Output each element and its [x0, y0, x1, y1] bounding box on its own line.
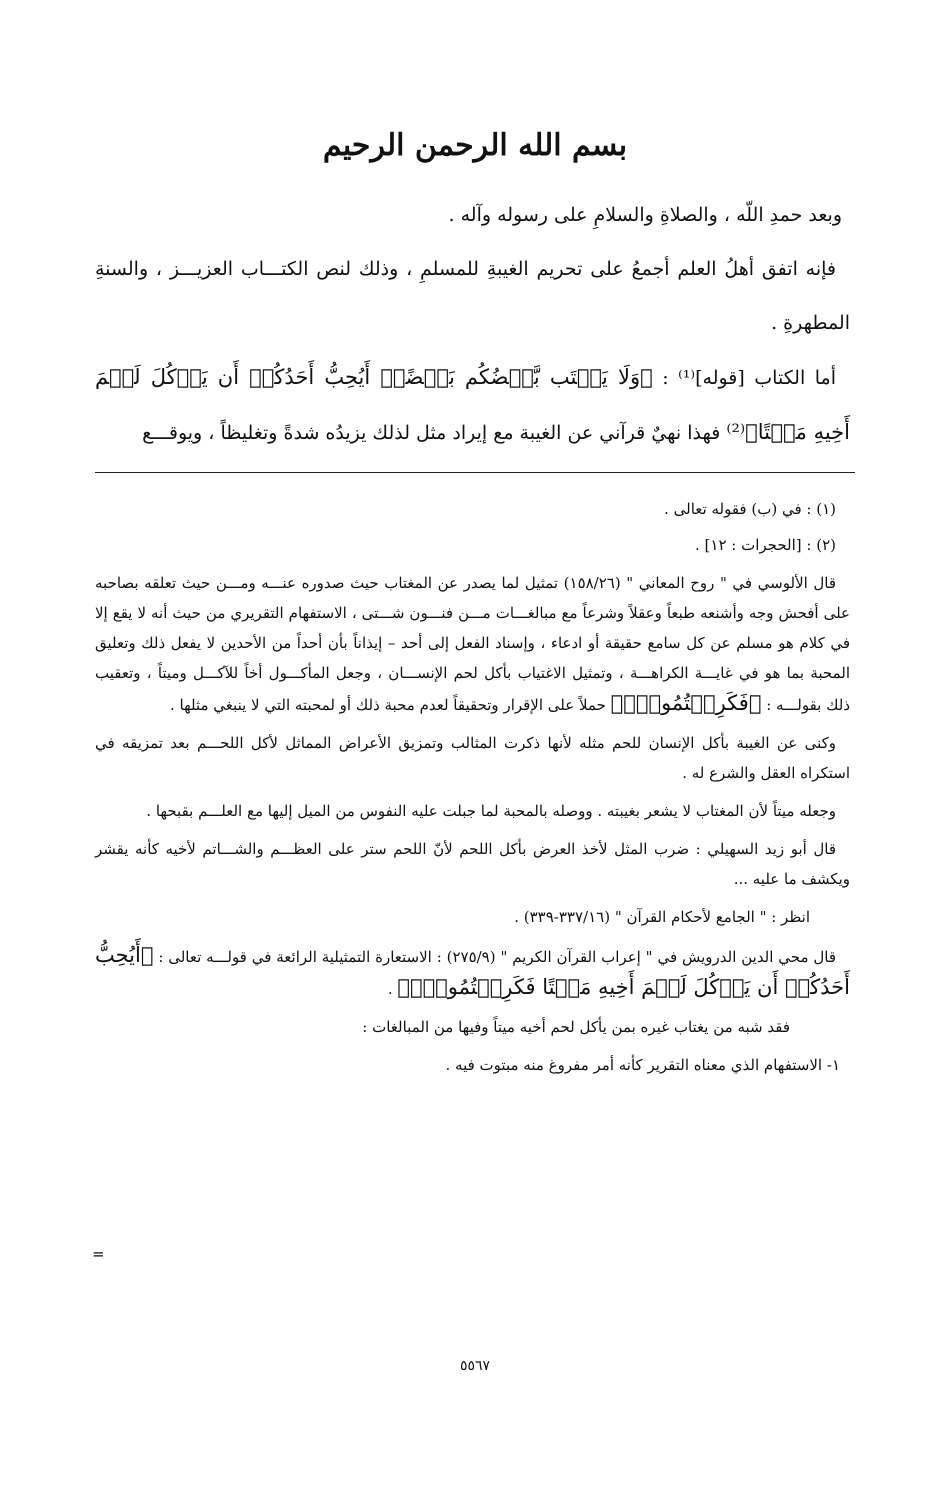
paragraph-consensus: فإنه اتفق أهلُ العلم أجمعُ على تحريم الغيبةِ للمسلمِ ، وذلك لنص الكتـــاب العزيـــز ، والسنةِ المطهرةِ . [95, 258, 850, 334]
paragraph-intro: وبعد حمدِ اللّه ، والصلاةِ والسلامِ على رسوله وآله . [448, 204, 842, 226]
note-list-item-1: ١- الاستفهام الذي معناه التقرير كأنه أمر مفروغ منه مبتوت فيه . [445, 1056, 840, 1074]
footnote-2: (٢) : [الحجرات : ١٢] . [695, 536, 836, 554]
paragraph-quran-rest: فهذا نهيٌ قرآني عن الغيبة مع إيراد مثل لذلك يزيدُه شدةً وتغليظاً ، ويوقـــع [142, 422, 727, 444]
page-title: بسم الله الرحمن الرحيم [322, 128, 628, 163]
note-alousi-end: حملاً على الإقرار وتحقيقاً لعدم محبة ذلك أو لمحبته التي لا ينبغي مثلها . [169, 696, 611, 714]
footnotes [95, 494, 850, 1080]
continuation-mark: = [92, 1245, 105, 1263]
note-reference: انظر : " الجامع لأحكام القرآن " (٣٣٧/١٦-٣٣٩) . [514, 908, 810, 926]
note-mubalaghat: فقد شبه من يغتاب غيره بمن يأكل لحم أخيه ميتاً وفيها من المبالغات : [362, 1018, 790, 1036]
note-alousi-verse: ﴿فَكَرِهۡتُمُوهُۚ﴾ [610, 691, 762, 715]
note-darwish [95, 940, 850, 1004]
note-darwish-verse: ﴿أَيُحِبُّ أَحَدُكُمۡ أَن يَأۡكُلَ لَحۡمَ أَخِيهِ مَيۡتًا فَكَرِهۡتُمُوهُۚ﴾ [95, 943, 850, 999]
quran-verse: ﴿وَلَا يَغۡتَب بَّعۡضُكُم بَعۡضًاۚ أَيُحِبُّ أَحَدُكُمۡ أَن يَأۡكُلَ لَحۡمَ أَخِيهِ مَيۡتًا﴾⁽²⁾ [95, 365, 850, 444]
paragraph-quran-intro: أما الكتاب [قوله]⁽¹⁾ : [652, 367, 836, 389]
note-darwish-end: . [387, 980, 398, 998]
page-number: ٥٥٦٧ [459, 1358, 491, 1374]
note-kinaya: وكنى عن الغيبة بأكل الإنسان للحم مثله لأنها ذكرت المثالب وتمزيق الأعراض المماثل لأكل اللحـــم بعد تمزيقه في استكراه العقل والشرع له . [95, 734, 850, 782]
main-text [95, 188, 850, 460]
note-alousi-text: قال الألوسي في " روح المعاني " (١٥٨/٢٦) تمثيل لما يصدر عن المغتاب حيث صدوره عنـــه ومـــن حيث تعلقه بصاحبه على أفحش وجه وأشنعه طبعاً وعقلاً وشرعاً مع مبالغـــات مـــن فنـــون شـــتى ، الاستفهام التقريري من حيث أنه لا يقع إلا في كلام هو مسلم عن كل سامع حقيقة أو ادعاء ، وإسناد الفعل إلى أحد – إيذاناً بأن أحداً من الأحدين لا يفعل ذلك وتعليق المحبة بما هو في غايـــة الكراهـــة ، وتمثيل الاغتياب بأكل لحم الإنســـان ، وجعل المأكـــول أخاً للآكـــل وميتاً ، وتعقيب ذلك بقولـــه : [95, 574, 850, 714]
footnote-separator [95, 472, 855, 473]
note-suhayli: قال أبو زيد السهيلي : ضرب المثل لأخذ العرض بأكل اللحم لأنّ اللحم ستر على العظـــم والشـــاتم لأخيه كأنه يقشر ويكشف ما عليه ... [95, 840, 850, 888]
note-maytan: وجعله ميتاً لأن المغتاب لا يشعر بغيبته . ووصله بالمحبة لما جبلت عليه النفوس من الميل إليها مع العلـــم بقبحها . [146, 802, 836, 820]
footnote-1: (١) : في (ب) فقوله تعالى . [664, 500, 836, 518]
paragraph-quran [95, 350, 850, 460]
note-darwish-text: قال محي الدين الدرويش في " إعراب القرآن الكريم " (٢٧٥/٩) : الاستعارة التمثيلية الرائعة في قولـــه تعالى : [153, 948, 836, 966]
note-alousi [95, 568, 850, 720]
